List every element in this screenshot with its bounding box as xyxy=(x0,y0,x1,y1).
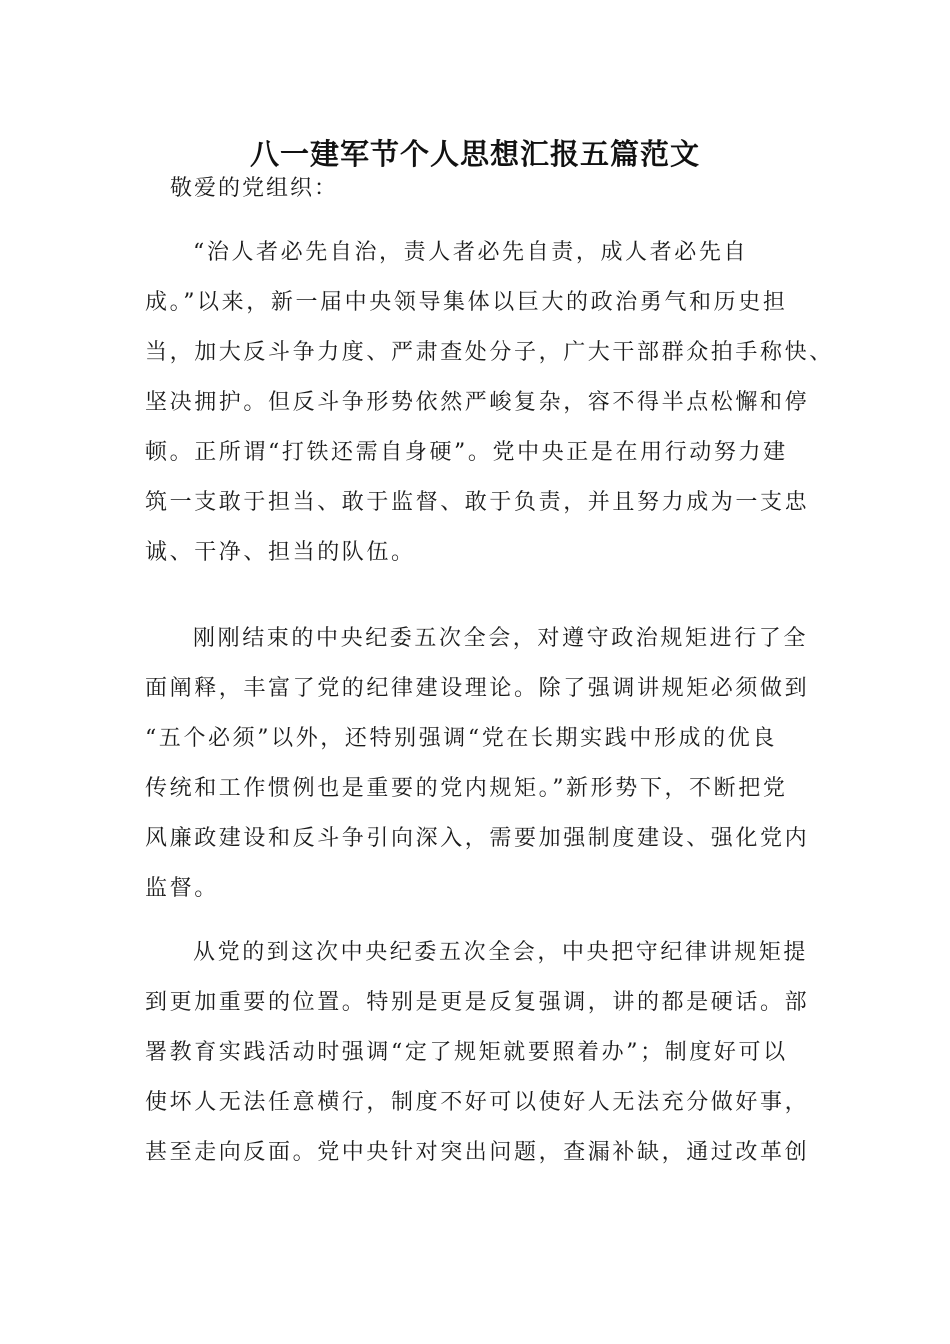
paragraph-line: 到更加重要的位置。特别是更是反复强调，讲的都是硬话。部 xyxy=(145,990,810,1015)
salutation: 敬爱的党组织： xyxy=(170,176,339,201)
paragraph-line: “治人者必先自治，责人者必先自责，成人者必先自 xyxy=(193,240,749,265)
paragraph-line: 署教育实践活动时强调“定了规矩就要照着办”；制度好可以 xyxy=(145,1040,788,1065)
paragraph-line: 坚决拥护。但反斗争形势依然严峻复杂，容不得半点松懈和停 xyxy=(145,390,810,415)
paragraph-line: 监督。 xyxy=(145,876,219,901)
paragraph-3 xyxy=(145,928,813,1178)
paragraph-2 xyxy=(145,614,813,914)
paragraph-line: “五个必须”以外，还特别强调“党在长期实践中形成的优良 xyxy=(145,726,777,751)
document-title: 八一建军节个人思想汇报五篇范文 xyxy=(249,137,700,171)
paragraph-line: 筑一支敢于担当、敢于监督、敢于负责，并且努力成为一支忠 xyxy=(145,490,810,515)
paragraph-line: 从党的到这次中央纪委五次全会，中央把守纪律讲规矩提 xyxy=(193,940,809,965)
paragraph-line: 刚刚结束的中央纪委五次全会，对遵守政治规矩进行了全 xyxy=(193,626,809,651)
paragraph-line: 传统和工作惯例也是重要的党内规矩。”新形势下，不断把党 xyxy=(145,776,788,801)
paragraph-line: 使坏人无法任意横行，制度不好可以使好人无法充分做好事， xyxy=(145,1090,810,1115)
paragraph-line: 成。”以来，新一届中央领导集体以巨大的政治勇气和历史担 xyxy=(145,290,788,315)
paragraph-1 xyxy=(145,228,834,578)
paragraph-line: 风廉政建设和反斗争引向深入，需要加强制度建设、强化党内 xyxy=(145,826,810,851)
paragraph-line: 诚、干净、担当的队伍。 xyxy=(145,540,416,565)
paragraph-line: 甚至走向反面。党中央针对突出问题，查漏补缺，通过改革创 xyxy=(145,1140,810,1165)
paragraph-line: 面阐释，丰富了党的纪律建设理论。除了强调讲规矩必须做到 xyxy=(145,676,810,701)
paragraph-line: 当，加大反斗争力度、严肃查处分子，广大干部群众拍手称快、 xyxy=(145,340,834,365)
paragraph-line: 顿。正所谓“打铁还需自身硬”。党中央正是在用行动努力建 xyxy=(145,440,788,465)
